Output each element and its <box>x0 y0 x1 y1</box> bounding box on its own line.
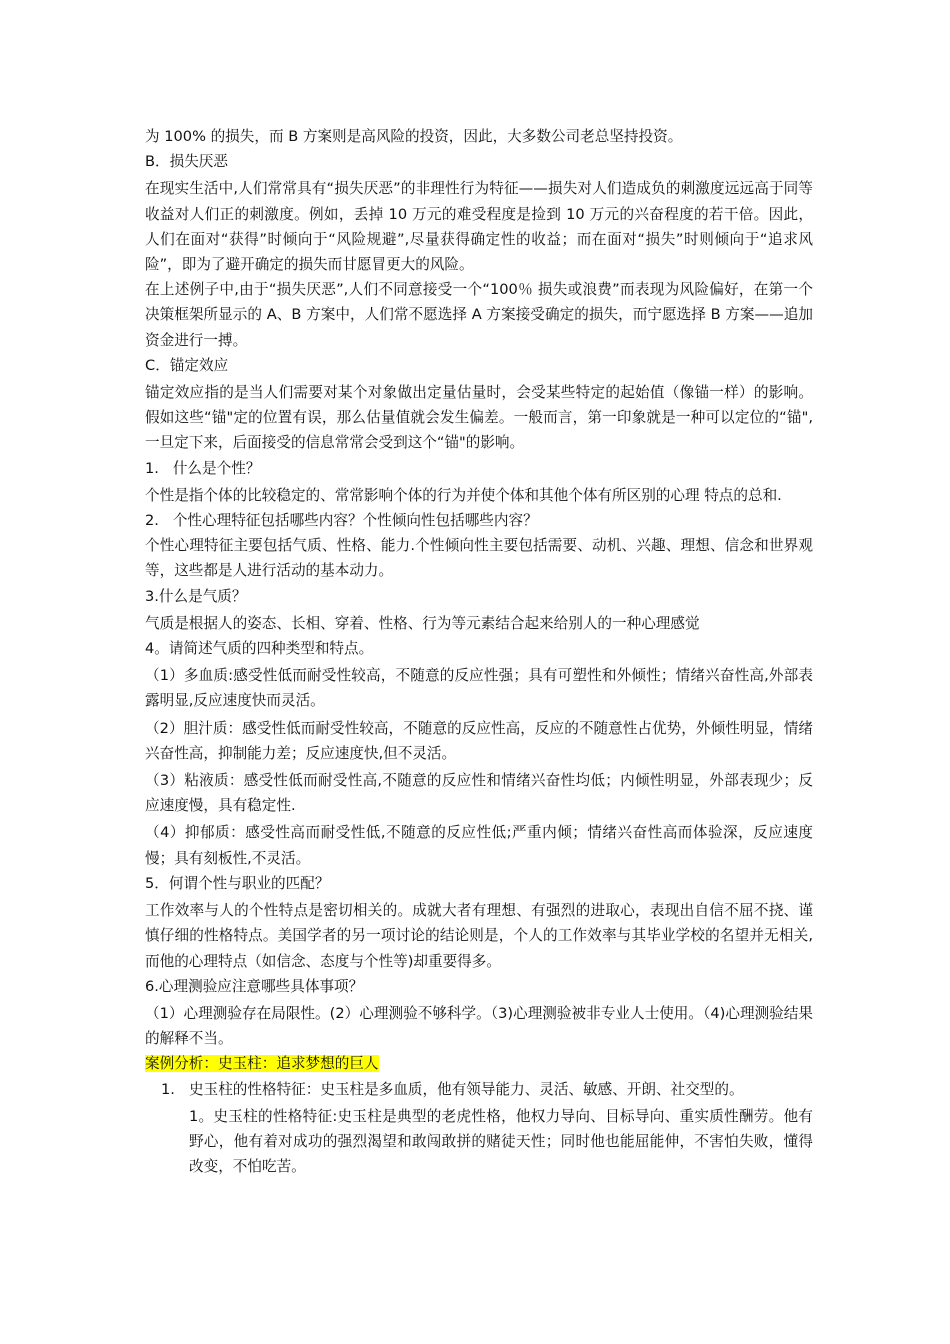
answer-5: 工作效率与人的个性特点是密切相关的。成就大者有理想、有强烈的进取心，表现出自信不屈不挠、谨慎仔细的性格特点。美国学者的另一项讨论的结论则是，个人的工作效率与其毕业学校的名望并无相关,而他的心理特点（如信念、态度与个性等)却重要得多。 <box>145 902 813 970</box>
document-page <box>145 124 813 1179</box>
paragraph-loss-example: 在上述例子中,由于“损失厌恶”,人们不同意接受一个“100％ 损失或浪费”而表现为风险偏好，在第一个决策框架所显示的 A、B 方案中，人们常不愿选择 A 方案接受确定的损失，而宁愿选择 B 方案——追加资金进行一搏。 <box>145 281 813 349</box>
answer-4-melancholic: （4）抑郁质：感受性高而耐受性低,不随意的反应性低;严重内倾；情绪兴奋性高而体验深，反应速度慢；具有刻板性,不灵活。 <box>145 824 813 867</box>
case-list <box>145 1077 813 1180</box>
answer-2: 个性心理特征主要包括气质、性格、能力.个性倾向性主要包括需要、动机、兴趣、理想、信念和世界观等，这些都是人进行活动的基本动力。 <box>145 537 813 580</box>
list-sub-paragraph: 1。史玉柱的性格特征:史玉柱是典型的老虎性格，他权力导向、目标导向、重实质性酬劳。他有野心，他有着对成功的强烈渴望和敢闯敢拼的赌徒天性；同时他也能屈能伸，不害怕失败，懂得改变，不怕吃苦。 <box>189 1107 813 1176</box>
question-5: 5．何谓个性与职业的匹配？ <box>145 874 330 892</box>
case-heading-line <box>145 1051 813 1076</box>
paragraph-loss-intro: 为 100% 的损失，而 B 方案则是高风险的投资，因此，大多数公司老总坚持投资。 <box>145 128 683 145</box>
paragraph-anchoring: 锚定效应指的是当人们需要对某个对象做出定量估量时，会受某些特定的起始值（像锚一样）的影响。假如这些“锚"定的位置有误，那么估量值就会发生偏差。一般而言，第一印象就是一种可以定位的“锚",一旦定下来，后面接受的信息常常会受到这个“锚"的影响。 <box>145 384 813 452</box>
answer-4-phlegmatic: （3）粘液质：感受性低而耐受性高,不随意的反应性和情绪兴奋性均低；内倾性明显，外部表现少；反应速度慢，具有稳定性. <box>145 772 813 815</box>
answer-1: 个性是指个体的比较稳定的、常常影响个体的行为并使个体和其他个体有所区别的心理 特点的总和. <box>145 486 782 504</box>
question-2: 2. 个性心理特征包括哪些内容？个性倾向性包括哪些内容？ <box>145 512 538 530</box>
heading-loss-aversion: B．损失厌恶 <box>145 153 228 171</box>
question-4: 4。请简述气质的四种类型和特点。 <box>145 640 374 658</box>
paragraph-loss-aversion: 在现实生活中,人们常常具有“损失厌恶”的非理性行为特征——损失对人们造成负的刺激度远远高于同等收益对人们正的刺激度。例如，丢掉 10 万元的难受程度是捡到 10 万元的兴奋程度的若干倍。因此，人们在面对“获得”时倾向于“风险规避”,尽量获得确定性的收益；而在面对“损失”时则倾向于“追求风险”，即为了避开确定的损失而甘愿冒更大的风险。 <box>145 180 813 274</box>
list-item-text: 史玉柱的性格特征：史玉柱是多血质，他有领导能力、灵活、敏感、开朗、社交型的。 <box>189 1080 744 1098</box>
answer-6: （1）心理测验存在局限性。(2）心理测验不够科学。（3)心理测验被非专业人士使用。（4)心理测验结果的解释不当。 <box>145 1004 813 1048</box>
heading-anchoring: C．锚定效应 <box>145 356 229 374</box>
list-number: 1. <box>161 1080 175 1098</box>
question-3: 3.什么是气质？ <box>145 587 247 605</box>
answer-3: 气质是根据人的姿态、长相、穿着、性格、行为等元素结合起来给别人的一种心理感觉 <box>145 614 700 632</box>
question-1: 1. 什么是个性？ <box>145 459 261 477</box>
question-6: 6.心理测验应注意哪些具体事项？ <box>145 977 364 995</box>
case-heading: 案例分析：史玉柱：追求梦想的巨人 <box>145 1055 379 1073</box>
answer-4-sanguine: （1）多血质:感受性低而耐受性较高，不随意的反应性强；具有可塑性和外倾性；情绪兴奋性高,外部表露明显,反应速度快而灵活。 <box>145 667 813 710</box>
list-item <box>145 1077 813 1102</box>
answer-4-choleric: （2）胆汁质：感受性低而耐受性较高，不随意的反应性高，反应的不随意性占优势，外倾性明显，情绪兴奋性高，抑制能力差；反应速度快,但不灵活。 <box>145 719 813 762</box>
